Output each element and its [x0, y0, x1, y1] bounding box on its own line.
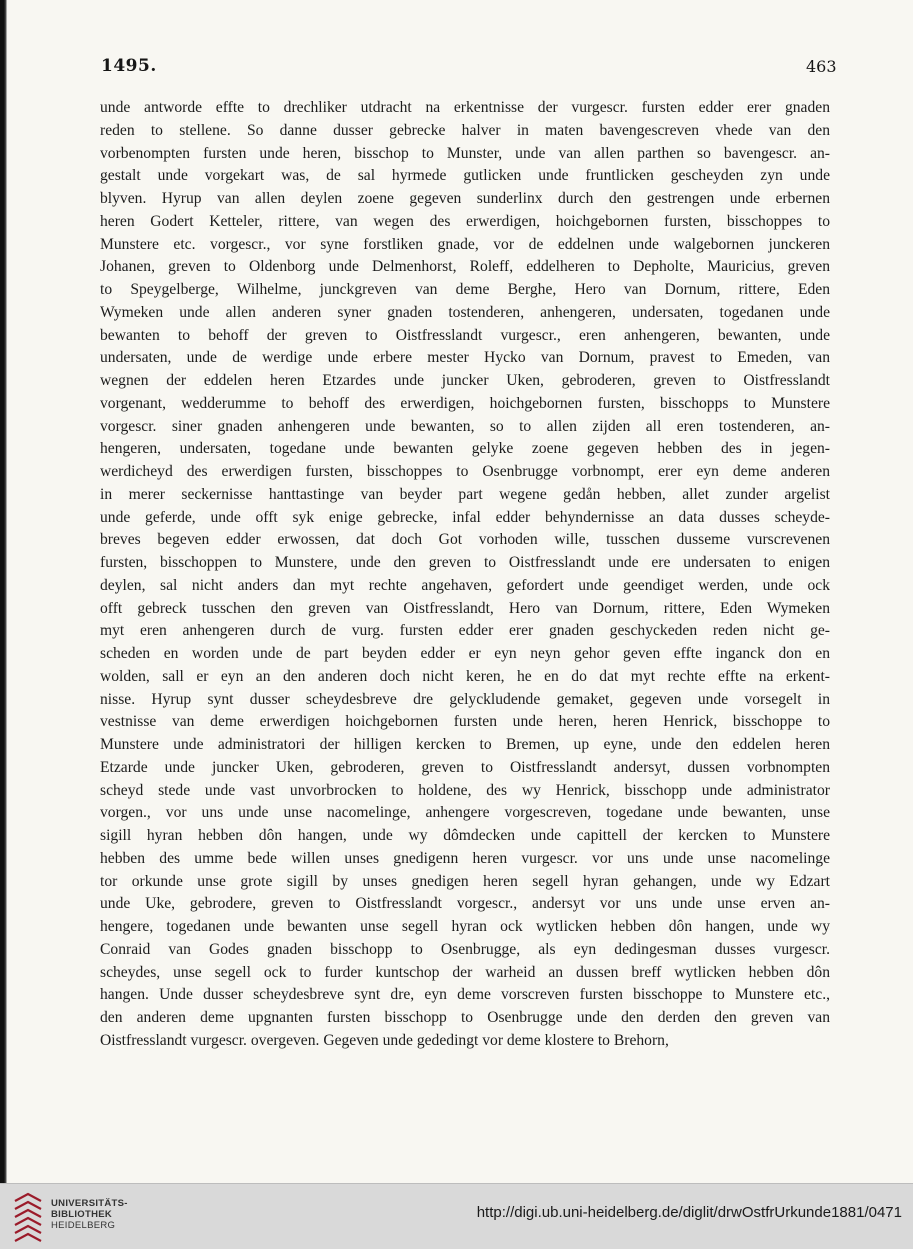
text-line: vorgescr. siner gnaden anhengeren unde bewanten, so to allen zijden all eren tostenderen, an-	[100, 417, 830, 435]
text-line: unde geferde, unde offt syk enige gebrecke, infal edder behyndernisse an data dusses scheyde-	[100, 508, 830, 526]
text-line: Johanen, greven to Oldenborg unde Delmenhorst, Roleff, eddelheren to Depholte, Mauricius, greven	[100, 258, 830, 276]
text-line: Etzarde unde juncker Uken, gebroderen, greven to Oistfresslandt andersyt, dussen vorbnompten	[100, 758, 830, 776]
text-line: scheyd stede unde vast unvorbrocken to holdene, des wy Henrick, bisschopp unde administrator	[100, 781, 830, 799]
text-line: wegnen der eddelen heren Etzardes unde juncker Uken, gebroderen, greven to Oistfresslandt	[100, 372, 830, 389]
text-line: fursten, bisschoppen to Munstere, unde den greven to Oistfresslandt unde ere undersaten to enigen	[100, 554, 830, 571]
running-head-year: 1495.	[101, 56, 157, 76]
library-name-line3: HEIDELBERG	[51, 1220, 116, 1231]
text-line: to Speygelberge, Wilhelme, junckgreven van deme Berghe, Hero van Dornum, rittere, Eden	[100, 281, 830, 298]
text-line: unde Uke, gebrodere, greven to Oistfresslandt vorgescr., andersyt vor uns unde unse erven an-	[100, 895, 830, 913]
text-line: Oistfresslandt vurgescr. overgeven. Gegeven unde gededingt vor deme klostere to Brehorn,	[100, 1031, 669, 1049]
text-line: hengere, togedanen unde bewanten unse segell hyran ock wytlicken hebben dôn hangen, unde wy	[100, 918, 830, 935]
text-line: Conraid van Godes gnaden bisschopp to Osenbrugge, als eyn dedingesman dusses vurgescr.	[100, 940, 830, 958]
text-line: nisse. Hyrup synt dusser scheydesbreve dre gelyckludende gemaket, gegeven unde vorsegelt in	[100, 690, 830, 708]
text-line: deylen, sal nicht anders dan myt rechte angehaven, gefordert unde geendiget werden, unde ock	[100, 576, 830, 594]
text-line: scheydes, unse segell ock to furder kuntschop der warheid an dussen breff wytlicken hebben dôn	[100, 963, 830, 981]
text-line: gestalt unde vorgekart was, de sal hyrmede gutlicken unde fruntlicken gescheyden zyn unde	[100, 167, 830, 185]
university-library-logo-icon	[11, 1191, 45, 1243]
text-line: in merer seckernisse hanttastinge van beyder part wegene gedån hebben, allet zunder argelist	[100, 485, 830, 503]
text-line: vestnisse van deme erwerdigen hoichgebornen fursten unde heren, heren Henrick, bisschoppe to	[100, 713, 830, 731]
text-line: unde antworde effte to drechliker utdracht na erkentnisse der vurgescr. fursten edder erer gnaden	[100, 99, 830, 116]
text-line: scheden en worden unde de part beyden edder er eyn neyn gehor geven effte inganck don en	[100, 645, 830, 662]
text-line: wolden, sall er eyn an den anderen doch nicht keren, he en do dat myt rechte effte na erkent-	[100, 667, 830, 685]
text-line: sigill hyran hebben dôn hangen, unde wy dômdecken unde capittell der kercken to Munstere	[100, 827, 830, 844]
text-line: breves begeven edder erwossen, dat doch Got vorhoden wille, tusschen dusseme vurscrevenen	[100, 531, 830, 549]
text-line: werdicheyd des erwerdigen fursten, bisschoppes to Osenbrugge vorbnompt, erer eyn deme anderen	[100, 463, 830, 480]
library-name-line2: BIBLIOTHEK	[51, 1209, 113, 1220]
page-number: 463	[806, 57, 837, 76]
text-line: den anderen deme upgnanten fursten bisschopp to Osenbrugge unde den derden den greven van	[100, 1009, 830, 1026]
text-line: Munstere etc. vorgescr., vor syne forstliken gnade, vor de eddelnen unde walgebornen junckeren	[100, 235, 830, 253]
body-text	[100, 97, 830, 1053]
library-name-line1: UNIVERSITÄTS-	[51, 1198, 128, 1209]
text-line: vorbenompten fursten unde heren, bisschop to Munster, unde van allen parthen so bavengescr. an-	[100, 144, 830, 162]
text-line: myt eren anhengeren durch de vurg. fursten edder erer gnaden geschyckeden reden nicht ge-	[100, 622, 830, 640]
text-line: offt gebreck tusschen den greven van Oistfresslandt, Hero van Dornum, rittere, Eden Wymeken	[100, 599, 830, 617]
text-line: Munstere unde administratori der hilligen kercken to Bremen, up eyne, unde den eddelen heren	[100, 736, 830, 753]
text-line: Wymeken unde allen anderen syner gnaden tostenderen, anhengeren, undersaten, togedanen unde	[100, 303, 830, 321]
footer-bar	[0, 1183, 913, 1249]
text-line: tor orkunde unse grote sigill by unses gnedigen heren segell hyran gehangen, unde wy Edzart	[100, 872, 830, 890]
text-line: reden to stellene. So danne dusser gebrecke halver in maten bavengescreven vhede van den	[100, 121, 830, 139]
text-line: hengeren, undersaten, togedane unde bewanten gelyke zoene gegeven hebben des in jegen-	[100, 440, 830, 458]
text-line: bewanten to behoff der greven to Oistfresslandt vurgescr., eren anhengeren, bewanten, unde	[100, 326, 830, 344]
library-name[interactable]	[51, 1198, 128, 1231]
text-line: hangen. Unde dusser scheydesbreve synt dre, eyn deme vorscreven fursten bisschoppe to Munstere etc.,	[100, 986, 830, 1004]
text-line: vorgenant, wedderumme to behoff des erwerdigen, hoichgebornen fursten, bisschopps to Munstere	[100, 394, 830, 412]
text-line: undersaten, unde de werdige unde erbere mester Hycko van Dornum, pravest to Emeden, van	[100, 349, 830, 367]
text-line: vorgen., vor uns unde unse nacomelinge, anhengere vorgescreven, togedane unde bewanten, unse	[100, 804, 830, 822]
permalink-url[interactable]: http://digi.ub.uni-heidelberg.de/diglit/drwOstfrUrkunde1881/0471	[476, 1204, 902, 1221]
text-line: heren Godert Ketteler, rittere, van wegen des erwerdigen, hoichgebornen fursten, bisschoppes to	[100, 212, 830, 230]
page-edge-shadow	[0, 0, 7, 1183]
text-line: hebben des umme bede willen unses gnedigenn heren vurgescr. vor uns unde unse nacomelinge	[100, 849, 830, 867]
text-line: blyven. Hyrup van allen deylen zoene gegeven sunderlinx durch den gestrengen unde erbernen	[100, 190, 830, 207]
